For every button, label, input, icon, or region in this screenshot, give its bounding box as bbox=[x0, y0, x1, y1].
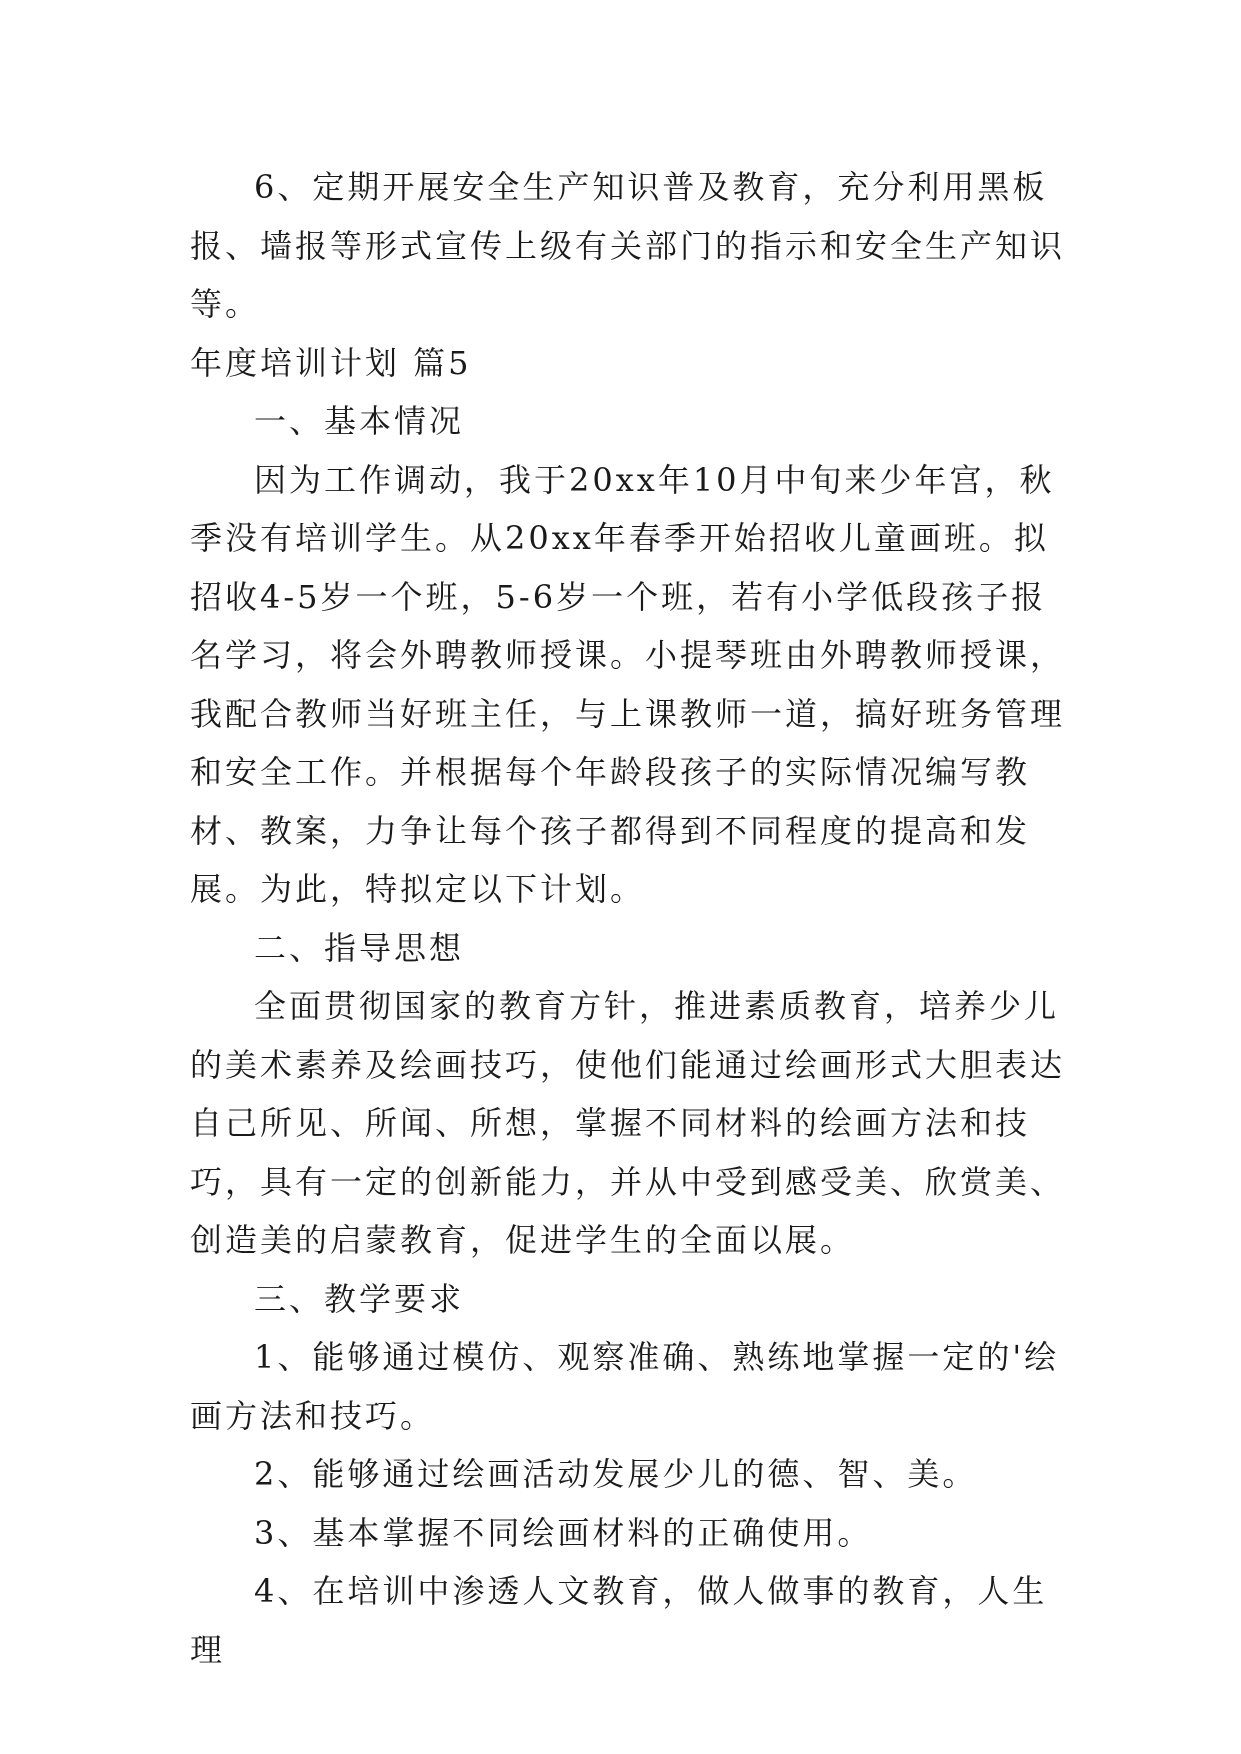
paragraph-basic-situation: 因为工作调动，我于20xx年10月中旬来少年宫，秋季没有培训学生。从20xx年春季开始招收儿童画班。拟招收4-5岁一个班，5-6岁一个班，若有小学低段孩子报名学习，将会外聘教师授课。小提琴班由外聘教师授课，我配合教师当好班主任，与上课教师一道，搞好班务管理和安全工作。并根据每个年龄段孩子的实际情况编写教材、教案，力争让每个孩子都得到不同程度的提高和发展。为此，特拟定以下计划。 bbox=[190, 460, 1066, 908]
document-body bbox=[190, 158, 1070, 1679]
paragraph-guiding-thought: 全面贯彻国家的教育方针，推进素质教育，培养少儿的美术素养及绘画技巧，使他们能通过绘画形式大胆表达自己所见、所闻、所想，掌握不同材料的绘画方法和技巧，具有一定的创新能力，并从中受到感受美、欣赏美、创造美的启蒙教育，促进学生的全面以展。 bbox=[190, 987, 1066, 1259]
section-heading-guiding-thought: 二、指导思想 bbox=[254, 928, 465, 967]
document-title: 年度培训计划 篇5 bbox=[190, 343, 472, 382]
section-heading-basic-situation: 一、基本情况 bbox=[254, 402, 465, 440]
list-item-requirement-2: 2、能够通过绘画活动发展少儿的德、智、美。 bbox=[254, 1455, 978, 1493]
list-item-requirement-4: 4、在培训中渗透人文教育，做人做事的教育，人生理 bbox=[190, 1572, 1048, 1669]
paragraph-safety-education: 6、定期开展安全生产知识普及教育，充分利用黑板报、墙报等形式宣传上级有关部门的指示和安全生产知识等。 bbox=[190, 168, 1066, 323]
section-heading-teaching-requirements: 三、教学要求 bbox=[254, 1279, 465, 1318]
list-item-requirement-1: 1、能够通过模仿、观察准确、熟练地掌握一定的'绘画方法和技巧。 bbox=[190, 1338, 1060, 1435]
list-item-requirement-3: 3、基本掌握不同绘画材料的正确使用。 bbox=[254, 1513, 873, 1552]
